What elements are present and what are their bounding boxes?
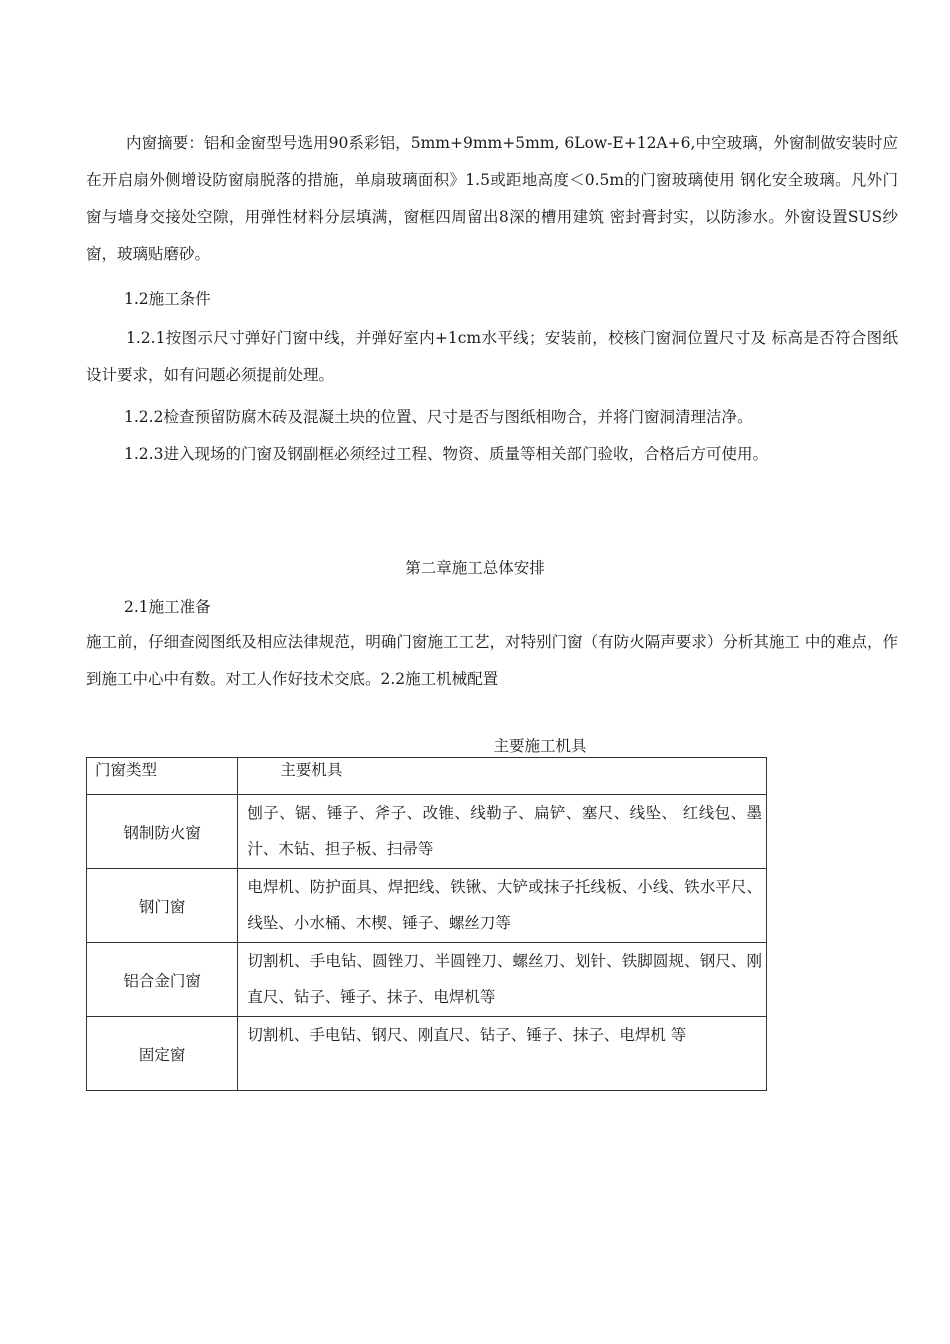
- window-type-cell: 钢制防火窗: [87, 795, 238, 869]
- tools-cell: 刨子、锯、锤子、斧子、改锥、线勒子、扁铲、塞尺、线坠、 红线包、墨汁、木钻、担子板、扫帚等: [238, 795, 767, 869]
- table-row: [87, 1017, 767, 1091]
- tools-table: [86, 757, 767, 1091]
- table-header-row: [87, 758, 767, 795]
- window-type-cell: 钢门窗: [87, 869, 238, 943]
- window-type-cell: 固定窗: [87, 1017, 238, 1091]
- chapter-title: 第二章施工总体安排: [405, 559, 545, 577]
- item-1-2-3: 1.2.3进入现场的门窗及钢副框必须经过工程、物资、质量等相关部门验收，合格后方可使用。: [124, 445, 768, 463]
- table-row: [87, 943, 767, 1017]
- section-heading-2-1: 2.1施工准备: [124, 598, 211, 616]
- table-row: [87, 795, 767, 869]
- tools-cell: 切割机、手电钻、钢尺、刚直尺、钻子、锤子、抹子、电焊机 等: [238, 1017, 767, 1091]
- item-1-2-2: 1.2.2检查预留防腐木砖及混凝土块的位置、尺寸是否与图纸相吻合，并将门窗洞清理洁净。: [124, 408, 753, 426]
- header-main-tools: 主要机具: [238, 758, 767, 795]
- tools-cell: 切割机、手电钻、圆锉刀、半圆锉刀、螺丝刀、划针、铁脚圆规、钢尺、刚直尺、钻子、锤子、抹子、电焊机等: [238, 943, 767, 1017]
- tools-cell: 电焊机、防护面具、焊把线、铁锹、大铲或抹子托线板、小线、铁水平尺、线坠、小水桶、木楔、锤子、螺丝刀等: [238, 869, 767, 943]
- header-window-type: 门窗类型: [87, 758, 238, 795]
- table-row: [87, 869, 767, 943]
- table-caption: 主要施工机具: [493, 737, 587, 755]
- window-type-cell: 铝合金门窗: [87, 943, 238, 1017]
- window-summary-paragraph: 内窗摘要：铝和金窗型号选用90系彩铝，5mm+9mm+5mm, 6Low-E+12A+6,中空玻璃，外窗制做安装时应在开启扇外侧增设防窗扇脱落的措施，单扇玻璃面积》1.5或距地高度＜0.5m的门窗玻璃使用 钢化安全玻璃。凡外门窗与墙身交接处空隙，用弹性材料分层填满，窗框四周留出8深的槽用建筑 密封膏封实，以防渗水。外窗设置SUS纱窗，玻璃贴磨砂。: [86, 134, 898, 263]
- section-heading-1-2: 1.2施工条件: [124, 290, 211, 308]
- preparation-paragraph: 施工前，仔细查阅图纸及相应法律规范，明确门窗施工工艺，对特别门窗（有防火隔声要求）分析其施工 中的难点，作到施工中心中有数。对工人作好技术交底。2.2施工机械配置: [86, 633, 898, 688]
- item-1-2-1: 1.2.1按图示尺寸弹好门窗中线，并弹好室内+1cm水平线；安装前，校核门窗洞位置尺寸及 标高是否符合图纸设计要求，如有问题必须提前处理。: [86, 329, 898, 384]
